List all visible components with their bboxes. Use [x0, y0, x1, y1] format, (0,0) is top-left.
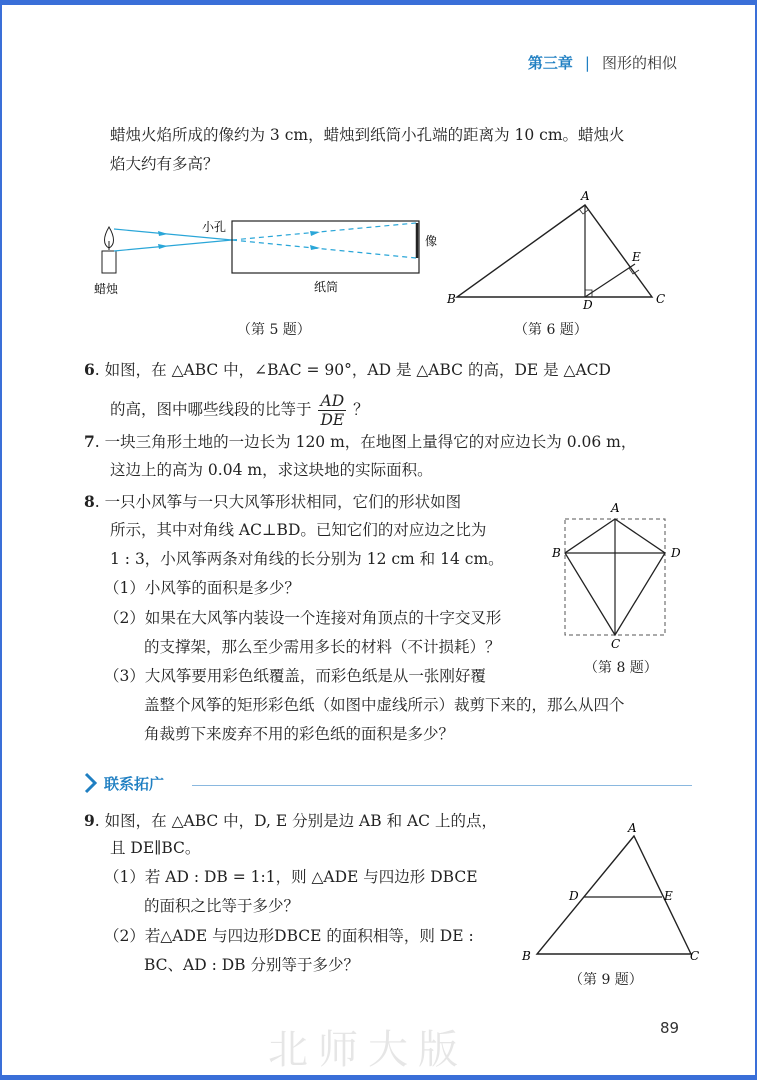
fraction-denominator: DE — [320, 411, 345, 429]
fraction-numerator: AD — [318, 392, 346, 411]
running-header — [528, 52, 677, 73]
question-number: 6 — [84, 360, 95, 379]
light-ray-bottom — [114, 240, 232, 251]
question-8-sub-3b: 盖整个风筝的矩形彩色纸（如图中虚线所示）裁剪下来的，那么从四个 — [144, 696, 625, 714]
question-9-sub-2b: BC、AD : DB 分别等于多少？ — [144, 956, 359, 974]
question-8-line-3: 1 : 3，小风筝两条对角线的长分别为 12 cm 和 14 cm。 — [110, 550, 504, 568]
chapter-label: 第三章 — [527, 54, 573, 72]
page-frame-bottom — [0, 1075, 757, 1080]
figure-6-caption: （第 6 题） — [514, 322, 588, 338]
point-d-label: D — [671, 546, 681, 560]
question-7-line-1 — [84, 427, 636, 457]
figure-9-triangle — [515, 818, 705, 966]
watermark: 北师大版 — [268, 1027, 468, 1073]
question-number: 8 — [84, 492, 95, 511]
section-title: 联系拓广 — [104, 775, 165, 793]
question-7-line-2: 这边上的高为 0.04 m，求这块地的实际面积。 — [110, 461, 433, 479]
question-9-sub-1a: （1）若 AD : DB = 1:1，则 △ADE 与四边形 DBCE — [104, 868, 478, 886]
label-candle: 蜡烛 — [94, 282, 119, 296]
question-9-line-1 — [84, 806, 497, 836]
point-d-label: D — [569, 889, 579, 903]
section-header — [82, 771, 694, 799]
question-number: 9 — [84, 811, 95, 830]
chevron-right-icon — [82, 771, 100, 795]
question-text: . 如图，在 △ABC 中，D, E 分别是边 AB 和 AC 上的点， — [94, 812, 497, 830]
question-9-sub-2a: （2）若△ADE 与四边形DBCE 的面积相等，则 DE : — [104, 927, 474, 945]
point-a-label: A — [611, 501, 620, 515]
point-b-label: B — [522, 949, 531, 963]
page-frame-top — [0, 0, 757, 5]
right-angle-mark-a — [579, 209, 588, 214]
point-b-label: B — [447, 292, 456, 306]
arrow-icon — [158, 244, 168, 249]
fraction-ad-over-de — [318, 392, 346, 429]
point-d-label: D — [583, 298, 593, 312]
arrow-icon — [310, 245, 320, 250]
question-6-line-2 — [110, 392, 369, 429]
point-c-label: C — [656, 292, 666, 306]
point-a-label: A — [581, 189, 590, 203]
intro-line-1: 蜡烛火焰所成的像约为 3 cm，蜡烛到纸筒小孔端的距离为 10 cm。蜡烛火 — [110, 126, 625, 144]
page-number: 89 — [660, 1019, 680, 1037]
page-frame-left — [0, 0, 2, 1080]
question-8-sub-3a: （3）大风筝要用彩色纸覆盖，而彩色纸是从一张刚好覆 — [104, 667, 486, 685]
figure-5-pinhole-diagram — [92, 215, 452, 300]
paper-tube — [232, 221, 419, 273]
light-ray-dashed-1 — [232, 223, 416, 240]
question-9-line-2: 且 DE∥BC。 — [110, 839, 201, 857]
question-8-sub-2a: （2）如果在大风筝内装设一个连接对角顶点的十字交叉形 — [104, 609, 502, 627]
point-e-label: E — [664, 889, 673, 903]
figure-9-caption: （第 9 题） — [569, 972, 643, 988]
intro-line-2: 焰大约有多高？ — [110, 155, 219, 173]
question-text: . 一块三角形土地的一边长为 120 m，在地图上量得它的对应边长为 0.06 m， — [94, 433, 637, 451]
question-text: . 一只小风筝与一只大风筝形状相同，它们的形状如图 — [94, 493, 462, 511]
figure-6-right-triangle — [445, 187, 675, 312]
label-image: 像 — [425, 234, 438, 248]
question-8-line-1 — [84, 487, 461, 517]
triangle-abc — [457, 205, 652, 297]
point-b-label: B — [552, 546, 561, 560]
question-8-sub-1: （1）小风筝的面积是多少？ — [104, 579, 300, 597]
question-9-sub-1b: 的面积之比等于多少？ — [144, 897, 300, 915]
light-ray-dashed-2 — [232, 240, 416, 258]
point-c-label: C — [611, 637, 621, 649]
question-8-sub-2b: 的支撑架，那么至少需用多长的材料（不计损耗）？ — [144, 638, 501, 656]
question-8-line-2: 所示，其中对角线 AC⊥BD。已知它们的对应边之比为 — [110, 521, 487, 539]
figure-8-caption: （第 8 题） — [584, 660, 658, 676]
section-rule — [192, 785, 692, 786]
question-6-line-1 — [84, 355, 611, 385]
figure-8-kite — [545, 497, 695, 649]
question-8-sub-3c: 角裁剪下来废弃不用的彩色纸的面积是多少？ — [144, 725, 455, 743]
point-a-label: A — [628, 821, 637, 835]
arrow-icon — [310, 231, 320, 236]
figure-5-caption: （第 5 题） — [237, 322, 311, 338]
label-hole: 小孔 — [202, 220, 227, 234]
question-text: . 如图，在 △ABC 中，∠BAC = 90°，AD 是 △ABC 的高，DE 是 △ACD — [94, 361, 611, 379]
question-text: 的高，图中哪些线段的比等于 — [110, 400, 312, 419]
question-text: ？ — [353, 400, 369, 419]
label-tube: 纸筒 — [314, 280, 339, 294]
right-angle-mark-e — [629, 268, 639, 274]
question-number: 7 — [84, 432, 95, 451]
chapter-title: 图形的相似 — [601, 54, 677, 72]
header-separator: | — [584, 54, 590, 72]
point-e-label: E — [632, 250, 641, 264]
point-c-label: C — [690, 949, 700, 963]
candle-body — [102, 251, 116, 273]
altitude-de — [585, 264, 635, 297]
